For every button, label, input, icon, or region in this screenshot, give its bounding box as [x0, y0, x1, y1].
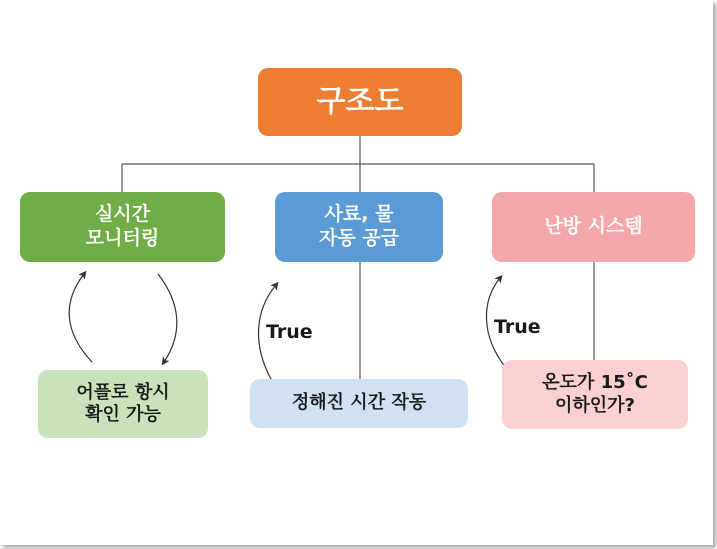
- monitoring-down-arrow: [158, 274, 177, 362]
- monitoring-child-node: 어플로 항시 확인 가능: [38, 370, 208, 438]
- heating-true-label: True: [494, 316, 541, 338]
- monitoring-up-arrow: [69, 274, 92, 362]
- heating-child-node: 온도가 15˚C 이하인가?: [502, 360, 688, 429]
- branch-feeding-node: 사료, 물 자동 공급: [275, 192, 443, 262]
- feeding-child-node: 정해진 시간 작동: [250, 379, 468, 428]
- branch-monitoring-node: 실시간 모니터링: [20, 192, 225, 262]
- branch-heating-node: 난방 시스템: [492, 192, 695, 262]
- feeding-true-label: True: [266, 321, 313, 343]
- root-node: 구조도: [258, 68, 462, 136]
